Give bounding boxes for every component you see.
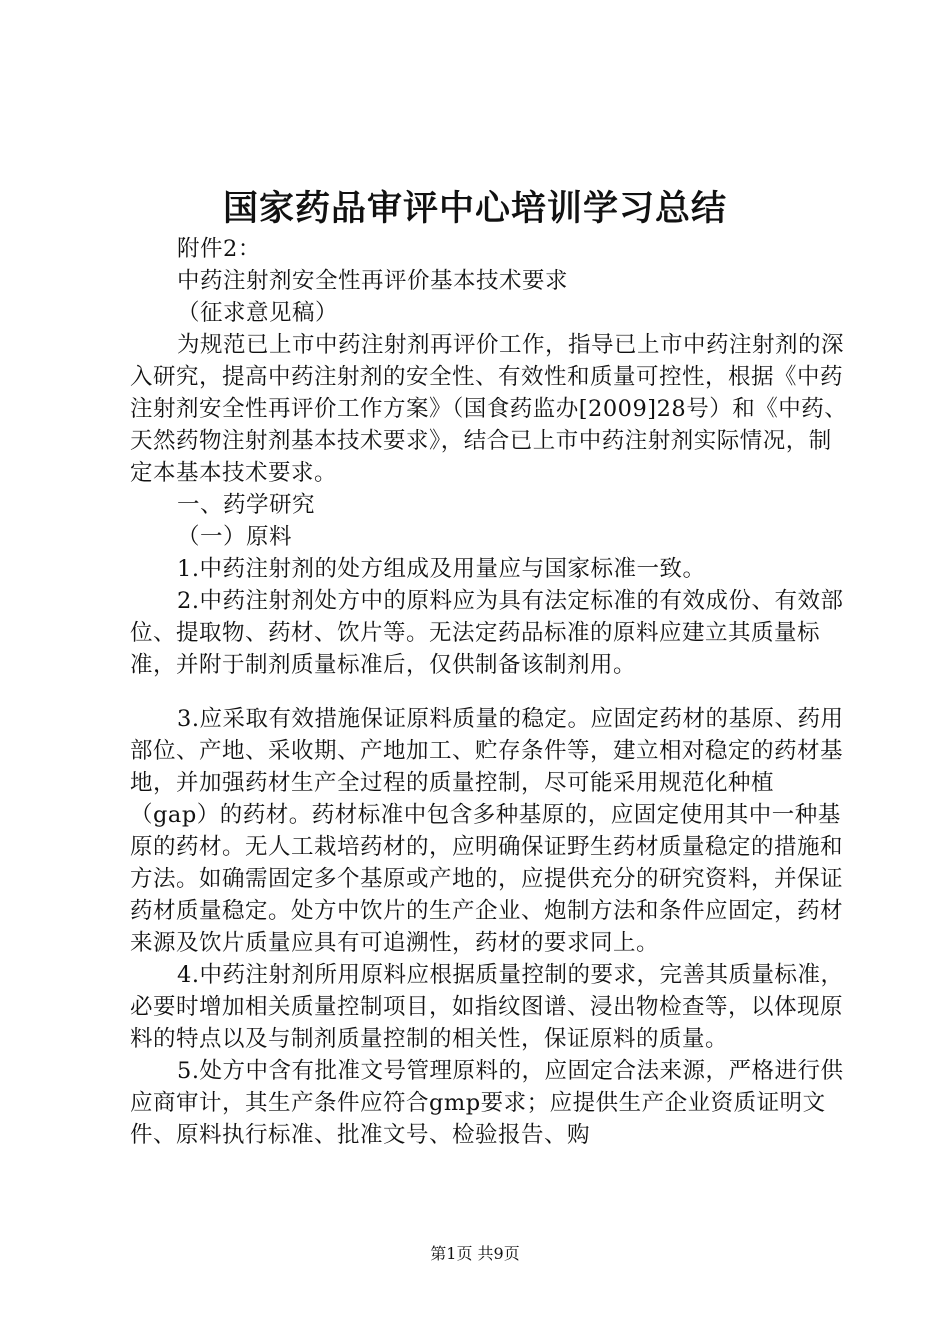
item-paragraph: 4.中药注射剂所用原料应根据质量控制的要求，完善其质量标准，必要时增加相关质量控制项目，如指纹图谱、浸出物检查等，以体现原料的特点以及与制剂质量控制的相关性，保证原料的质量。 xyxy=(130,962,844,1052)
intro-paragraph: 为规范已上市中药注射剂再评价工作，指导已上市中药注射剂的深入研究，提高中药注射剂的安全性、有效性和质量可控性，根据《中药注射剂安全性再评价工作方案》（国食药监办[2009]28号）和《中药、天然药物注射剂基本技术要求》，结合已上市中药注射剂实际情况，制定本基本技术要求。 xyxy=(130,332,848,486)
attachment-label: 附件2： xyxy=(177,236,261,262)
item-paragraph: 2.中药注射剂处方中的原料应为具有法定标准的有效成份、有效部位、提取物、药材、饮片等。无法定药品标准的原料应建立其质量标准，并附于制剂质量标准后，仅供制备该制剂用。 xyxy=(130,588,844,678)
subsection-heading: （一）原料 xyxy=(177,524,293,550)
item-paragraph: 1.中药注射剂的处方组成及用量应与国家标准一致。 xyxy=(177,556,706,582)
item-paragraph: 5.处方中含有批准文号管理原料的，应固定合法来源，严格进行供应商审计，其生产条件应符合gmp要求；应提供生产企业资质证明文件、原料执行标准、批准文号、检验报告、购 xyxy=(130,1058,844,1148)
page-indicator: 第1页 共9页 xyxy=(430,1244,520,1263)
attachment-subtitle: 中药注射剂安全性再评价基本技术要求 xyxy=(177,268,569,294)
section-heading: 一、药学研究 xyxy=(177,492,316,518)
draft-note: （征求意见稿） xyxy=(177,300,339,326)
item-paragraph: 3.应采取有效措施保证原料质量的稳定。应固定药材的基原、药用部位、产地、采收期、产地加工、贮存条件等，建立相对稳定的药材基地，并加强药材生产全过程的质量控制，尽可能采用规范化种植（gap）的药材。药材标准中包含多种基原的，应固定使用其中一种基原的药材。无人工栽培药材的，应明确保证野生药材质量稳定的措施和方法。如确需固定多个基原或产地的，应提供充分的研究资料，并保证药材质量稳定。处方中饮片的生产企业、炮制方法和条件应固定，药材来源及饮片质量应具有可追溯性，药材的要求同上。 xyxy=(130,706,844,956)
document-body xyxy=(130,233,850,1151)
document-title: 国家药品审评中心培训学习总结 xyxy=(222,188,727,229)
